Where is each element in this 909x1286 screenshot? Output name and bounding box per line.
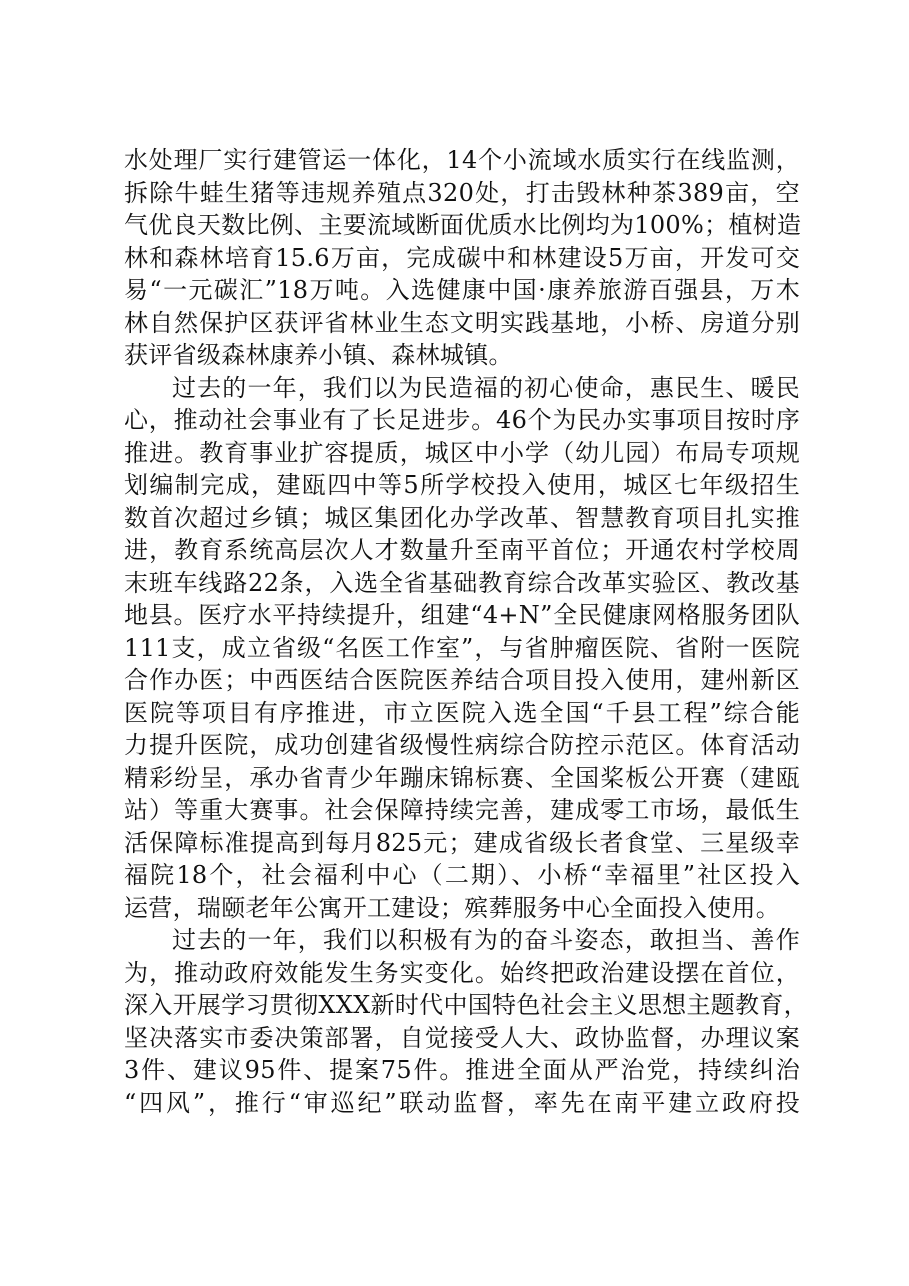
text-line: 过去的一年，我们以积极有为的奋斗姿态，敢担当、善作 [172, 926, 800, 954]
text-line: 3件、建议95件、提案75件。推进全面从严治党，持续纠治 [124, 1056, 800, 1084]
paragraph-2 [124, 372, 800, 925]
text-line: “四风”，推行“审巡纪”联动监督，率先在南平建立政府投 [124, 1088, 800, 1117]
text-line: 运营，瑞颐老年公寓开工建设；殡葬服务中心全面投入使用。 [124, 893, 781, 922]
text-line: 医院等项目有序推进，市立医院入选全国“千县工程”综合能 [124, 698, 800, 727]
text-line: 林和森林培育15.6万亩，完成碳中和林建设5万亩，开发可交 [124, 243, 800, 272]
text-line: 合作办医；中西医结合医院医养结合项目投入使用，建州新区 [124, 666, 800, 694]
paragraph-1 [124, 144, 800, 372]
text-line: 推进。教育事业扩容提质，城区中小学（幼儿园）布局专项规 [124, 438, 800, 467]
text-line: 坚决落实市委决策部署，自觉接受人大、政协监督，办理议案 [124, 1023, 800, 1052]
text-line: 精彩纷呈，承办省青少年蹦床锦标赛、全国桨板公开赛（建瓯 [124, 763, 800, 792]
text-line: 数首次超过乡镇；城区集团化办学改革、智慧教育项目扎实推 [124, 503, 800, 532]
text-line: 林自然保护区获评省林业生态文明实践基地，小桥、房道分别 [124, 308, 800, 337]
text-line: 深入开展学习贯彻XXX新时代中国特色社会主义思想主题教育， [124, 991, 808, 1019]
text-line: 拆除牛蛙生猪等违规养殖点320处，打击毁林种茶389亩，空 [124, 178, 800, 207]
text-line: 获评省级森林康养小镇、森林城镇。 [124, 341, 513, 369]
text-line: 水处理厂实行建管运一体化，14个小流域水质实行在线监测， [124, 146, 800, 174]
paragraph-3 [124, 924, 808, 1119]
text-line: 进，教育系统高层次人才数量升至南平首位；开通农村学校周 [124, 536, 800, 564]
text-line: 111支，成立省级“名医工作室”，与省肿瘤医院、省附一医院 [124, 633, 800, 662]
text-line: 活保障标准提高到每月825元；建成省级长者食堂、三星级幸 [124, 828, 800, 857]
text-line: 站）等重大赛事。社会保障持续完善，建成零工市场，最低生 [124, 796, 800, 824]
text-line: 心，推动社会事业有了长足进步。46个为民办实事项目按时序 [124, 406, 800, 434]
text-line: 为，推动政府效能发生务实变化。始终把政治建设摆在首位， [124, 958, 800, 987]
text-line: 气优良天数比例、主要流域断面优质水比例均为100%；植树造 [124, 211, 802, 239]
text-line: 福院18个，社会福利中心（二期）、小桥“幸福里”社区投入 [124, 861, 800, 889]
text-line: 地县。医疗水平持续提升，组建“4+N”全民健康网格服务团队 [124, 601, 800, 629]
document-body [124, 144, 808, 1119]
text-line: 力提升医院，成功创建省级慢性病综合防控示范区。体育活动 [124, 731, 800, 759]
text-line: 易“一元碳汇”18万吨。入选健康中国·康养旅游百强县，万木 [124, 276, 800, 304]
text-line: 末班车线路22条，入选全省基础教育综合改革实验区、教改基 [124, 568, 800, 597]
text-line: 划编制完成，建瓯四中等5所学校投入使用，城区七年级招生 [124, 471, 800, 499]
text-line: 过去的一年，我们以为民造福的初心使命，惠民生、暖民 [172, 373, 800, 402]
